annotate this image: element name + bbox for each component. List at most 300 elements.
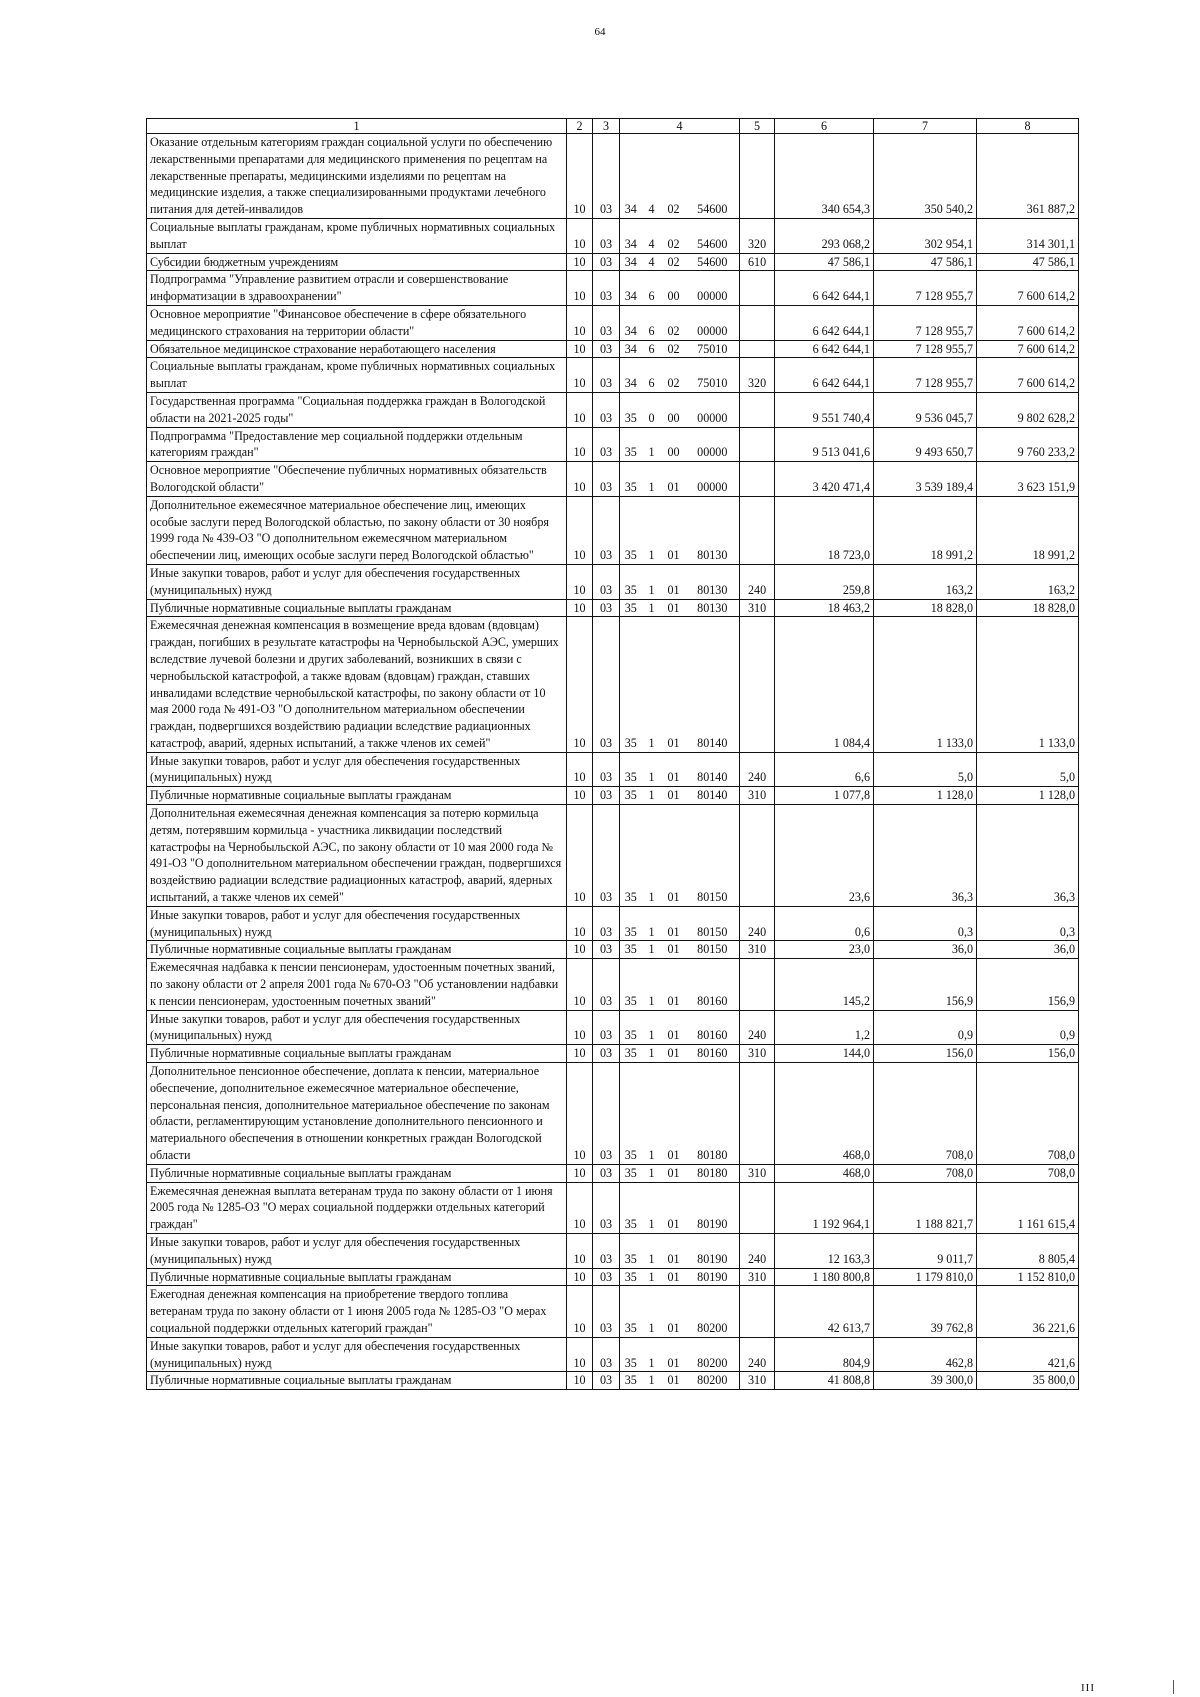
subsection-code: 03 [593,617,620,752]
subsection-code: 03 [593,752,620,787]
expense-type-code: 240 [740,906,775,941]
table-row [147,599,1079,617]
section-code: 10 [567,462,593,497]
subsection-code: 03 [593,305,620,340]
expense-type-code: 320 [740,218,775,253]
amount-year-1: 468,0 [775,1063,874,1165]
amount-year-1: 1 180 800,8 [775,1268,874,1286]
program-code: 35 [620,1010,642,1045]
direction-code: 80200 [686,1337,740,1372]
program-code: 35 [620,1337,642,1372]
direction-code: 80140 [686,787,740,805]
subprogram-code: 1 [642,564,662,599]
amount-year-2: 3 539 189,4 [874,462,977,497]
subsection-code: 03 [593,959,620,1010]
event-code: 00 [662,271,686,306]
row-name: Подпрограмма "Предоставление мер социальной поддержки отдельным категориям граждан" [147,427,567,462]
expense-type-code [740,1286,775,1337]
row-name: Ежемесячная денежная выплата ветеранам труда по закону области от 1 июня 2005 года № 1285-ОЗ "О мерах социальной поддержки отдельных категорий граждан" [147,1182,567,1233]
program-code: 35 [620,1268,642,1286]
amount-year-1: 9 551 740,4 [775,392,874,427]
table-row [147,752,1079,787]
amount-year-2: 7 128 955,7 [874,340,977,358]
event-code: 02 [662,340,686,358]
column-number: 7 [874,119,977,134]
event-code: 01 [662,496,686,564]
amount-year-1: 144,0 [775,1045,874,1063]
amount-year-1: 293 068,2 [775,218,874,253]
table-row [147,1286,1079,1337]
amount-year-2: 350 540,2 [874,134,977,219]
program-code: 35 [620,787,642,805]
amount-year-3: 708,0 [977,1063,1079,1165]
amount-year-1: 23,0 [775,941,874,959]
subsection-code: 03 [593,392,620,427]
amount-year-3: 0,3 [977,906,1079,941]
direction-code: 80190 [686,1234,740,1269]
program-code: 35 [620,906,642,941]
row-name: Дополнительная ежемесячная денежная компенсация за потерю кормильца детям, потерявшим кормильца - участника ликвидации последствий катастрофы на Чернобыльской АЭС, по закону области от 10 мая 2000 года № 491-ОЗ "О дополнительном материальном обеспечении граждан, подвергшихся воздействию радиации вследствие радиационных катастроф, аварий, ядерных испытаний, а также членов их семей" [147,805,567,907]
event-code: 01 [662,462,686,497]
program-code: 35 [620,959,642,1010]
event-code: 01 [662,959,686,1010]
row-name: Ежемесячная денежная компенсация в возмещение вреда вдовам (вдовцам) граждан, погибших в результате катастрофы на Чернобыльской АЭС, умерших вследствие лучевой болезни и других заболеваний, возникших в связи с чернобыльской катастрофой, а также вдовам (вдовцам) граждан, ставших инвалидами вследствие чернобыльской катастрофы, по закону области от 10 мая 2000 года № 491-ОЗ "О дополнительном материальном обеспечении граждан, подвергшихся воздействию радиации вследствие радиационных катастроф, аварий, ядерных испытаний, а также членов их семей" [147,617,567,752]
direction-code: 00000 [686,462,740,497]
event-code: 01 [662,1063,686,1165]
direction-code: 75010 [686,340,740,358]
amount-year-2: 1 128,0 [874,787,977,805]
amount-year-1: 1,2 [775,1010,874,1045]
row-name: Подпрограмма "Управление развитием отрасли и совершенствование информатизации в здравоохранении" [147,271,567,306]
row-name: Публичные нормативные социальные выплаты гражданам [147,1268,567,1286]
event-code: 01 [662,941,686,959]
row-name: Публичные нормативные социальные выплаты гражданам [147,787,567,805]
subprogram-code: 4 [642,253,662,271]
amount-year-3: 361 887,2 [977,134,1079,219]
column-number: 5 [740,119,775,134]
section-code: 10 [567,805,593,907]
subprogram-code: 1 [642,599,662,617]
amount-year-1: 259,8 [775,564,874,599]
row-name: Обязательное медицинское страхование неработающего населения [147,340,567,358]
subsection-code: 03 [593,358,620,393]
expense-type-code [740,134,775,219]
amount-year-1: 18 723,0 [775,496,874,564]
section-code: 10 [567,358,593,393]
amount-year-1: 1 084,4 [775,617,874,752]
program-code: 35 [620,1045,642,1063]
subprogram-code: 1 [642,1286,662,1337]
row-name: Оказание отдельным категориям граждан социальной услуги по обеспечению лекарственными препаратами для медицинского применения по рецептам на лекарственные препараты, медицинскими изделиями по рецептам на медицинские изделия, а также специализированными продуктами лечебного питания для детей-инвалидов [147,134,567,219]
section-code: 10 [567,1268,593,1286]
row-name: Публичные нормативные социальные выплаты гражданам [147,599,567,617]
amount-year-2: 462,8 [874,1337,977,1372]
table-row [147,906,1079,941]
program-code: 35 [620,1063,642,1165]
program-code: 34 [620,340,642,358]
event-code: 01 [662,564,686,599]
amount-year-3: 47 586,1 [977,253,1079,271]
section-code: 10 [567,340,593,358]
row-name: Дополнительное ежемесячное материальное обеспечение лиц, имеющих особые заслуги перед Вологодской областью, по закону области от 30 ноября 1999 года № 439-ОЗ "О дополнительном ежемесячном материальном обеспечении лиц, имеющих особые заслуги перед Вологодской областью" [147,496,567,564]
section-code: 10 [567,1372,593,1390]
direction-code: 00000 [686,305,740,340]
amount-year-3: 1 128,0 [977,787,1079,805]
expense-type-code: 310 [740,1164,775,1182]
amount-year-1: 18 463,2 [775,599,874,617]
direction-code: 80160 [686,959,740,1010]
direction-code: 54600 [686,218,740,253]
row-name: Основное мероприятие "Финансовое обеспечение в сфере обязательного медицинского страхования на территории области" [147,305,567,340]
subprogram-code: 0 [642,392,662,427]
amount-year-1: 42 613,7 [775,1286,874,1337]
amount-year-2: 156,9 [874,959,977,1010]
table-row [147,1268,1079,1286]
amount-year-2: 36,0 [874,941,977,959]
program-code: 35 [620,941,642,959]
amount-year-3: 36,3 [977,805,1079,907]
amount-year-3: 18 828,0 [977,599,1079,617]
section-code: 10 [567,253,593,271]
amount-year-1: 47 586,1 [775,253,874,271]
amount-year-2: 39 300,0 [874,1372,977,1390]
page-number: 64 [594,26,606,38]
column-number: 4 [620,119,740,134]
expense-type-code [740,1182,775,1233]
amount-year-3: 35 800,0 [977,1372,1079,1390]
amount-year-2: 0,9 [874,1010,977,1045]
table-row [147,1234,1079,1269]
section-code: 10 [567,752,593,787]
row-name: Иные закупки товаров, работ и услуг для обеспечения государственных (муниципальных) нужд [147,1234,567,1269]
amount-year-1: 41 808,8 [775,1372,874,1390]
subsection-code: 03 [593,805,620,907]
column-number: 8 [977,119,1079,134]
section-code: 10 [567,305,593,340]
row-name: Иные закупки товаров, работ и услуг для обеспечения государственных (муниципальных) нужд [147,752,567,787]
row-name: Иные закупки товаров, работ и услуг для обеспечения государственных (муниципальных) нужд [147,1010,567,1045]
event-code: 01 [662,1337,686,1372]
section-code: 10 [567,959,593,1010]
event-code: 01 [662,617,686,752]
row-name: Публичные нормативные социальные выплаты гражданам [147,1045,567,1063]
amount-year-3: 1 161 615,4 [977,1182,1079,1233]
expense-type-code [740,427,775,462]
section-code: 10 [567,787,593,805]
amount-year-1: 145,2 [775,959,874,1010]
program-code: 35 [620,1286,642,1337]
direction-code: 80130 [686,496,740,564]
amount-year-2: 163,2 [874,564,977,599]
table-row [147,1182,1079,1233]
amount-year-1: 0,6 [775,906,874,941]
amount-year-3: 1 133,0 [977,617,1079,752]
expense-type-code: 320 [740,358,775,393]
expense-type-code: 240 [740,752,775,787]
table-row [147,787,1079,805]
subsection-code: 03 [593,1182,620,1233]
expense-type-code: 310 [740,787,775,805]
amount-year-2: 47 586,1 [874,253,977,271]
amount-year-3: 18 991,2 [977,496,1079,564]
subsection-code: 03 [593,1010,620,1045]
subprogram-code: 1 [642,906,662,941]
column-number: 2 [567,119,593,134]
amount-year-1: 6 642 644,1 [775,271,874,306]
amount-year-1: 23,6 [775,805,874,907]
row-name: Дополнительное пенсионное обеспечение, доплата к пенсии, материальное обеспечение, дополнительное ежемесячное материальное обеспечение, персональная пенсия, дополнительное материальное обеспечение по законам области, регламентирующим установление дополнительного пенсионного и материального обеспечения в отношении конкретных граждан Вологодской области [147,1063,567,1165]
row-name: Иные закупки товаров, работ и услуг для обеспечения государственных (муниципальных) нужд [147,906,567,941]
expense-type-code: 310 [740,599,775,617]
amount-year-2: 1 133,0 [874,617,977,752]
subprogram-code: 1 [642,1045,662,1063]
section-code: 10 [567,1063,593,1165]
subprogram-code: 1 [642,1063,662,1165]
subprogram-code: 1 [642,1372,662,1390]
direction-code: 00000 [686,392,740,427]
amount-year-3: 9 760 233,2 [977,427,1079,462]
subprogram-code: 1 [642,1164,662,1182]
subprogram-code: 1 [642,1010,662,1045]
amount-year-3: 8 805,4 [977,1234,1079,1269]
expense-type-code: 240 [740,1234,775,1269]
amount-year-2: 7 128 955,7 [874,358,977,393]
subprogram-code: 6 [642,340,662,358]
event-code: 02 [662,358,686,393]
corner-tick [1173,1680,1174,1694]
subprogram-code: 6 [642,358,662,393]
amount-year-3: 7 600 614,2 [977,358,1079,393]
subsection-code: 03 [593,1337,620,1372]
amount-year-1: 6 642 644,1 [775,305,874,340]
column-number: 1 [147,119,567,134]
expense-type-code: 240 [740,1337,775,1372]
table-row [147,1063,1079,1165]
expense-type-code: 310 [740,1372,775,1390]
expense-type-code: 240 [740,564,775,599]
table-row [147,564,1079,599]
program-code: 35 [620,752,642,787]
event-code: 01 [662,906,686,941]
event-code: 01 [662,1182,686,1233]
subsection-code: 03 [593,1268,620,1286]
amount-year-3: 314 301,1 [977,218,1079,253]
row-name: Государственная программа "Социальная поддержка граждан в Вологодской области на 2021-2025 годы" [147,392,567,427]
column-number: 6 [775,119,874,134]
direction-code: 80130 [686,599,740,617]
amount-year-2: 708,0 [874,1063,977,1165]
event-code: 01 [662,1164,686,1182]
program-code: 35 [620,1234,642,1269]
amount-year-2: 1 188 821,7 [874,1182,977,1233]
amount-year-2: 0,3 [874,906,977,941]
amount-year-3: 708,0 [977,1164,1079,1182]
row-name: Ежемесячная надбавка к пенсии пенсионерам, удостоенным почетных званий, по закону области от 2 апреля 2001 года № 670-ОЗ "Об установлении надбавки к пенсии пенсионерам, удостоенным почетных званий" [147,959,567,1010]
expense-type-code [740,305,775,340]
program-code: 35 [620,1164,642,1182]
expense-type-code: 610 [740,253,775,271]
program-code: 34 [620,358,642,393]
program-code: 35 [620,427,642,462]
table-row [147,340,1079,358]
event-code: 01 [662,1234,686,1269]
table-row [147,617,1079,752]
event-code: 01 [662,1286,686,1337]
direction-code: 54600 [686,253,740,271]
event-code: 01 [662,787,686,805]
table-row [147,1164,1079,1182]
subsection-code: 03 [593,340,620,358]
subprogram-code: 6 [642,271,662,306]
section-code: 10 [567,271,593,306]
amount-year-3: 156,0 [977,1045,1079,1063]
expense-type-code [740,340,775,358]
amount-year-2: 9 536 045,7 [874,392,977,427]
subprogram-code: 1 [642,787,662,805]
section-code: 10 [567,1182,593,1233]
section-code: 10 [567,906,593,941]
expense-type-code [740,1063,775,1165]
amount-year-2: 708,0 [874,1164,977,1182]
direction-code: 80200 [686,1372,740,1390]
expense-type-code [740,805,775,907]
expense-type-code [740,271,775,306]
subsection-code: 03 [593,564,620,599]
amount-year-2: 36,3 [874,805,977,907]
amount-year-3: 7 600 614,2 [977,271,1079,306]
direction-code: 80140 [686,617,740,752]
event-code: 01 [662,1268,686,1286]
subsection-code: 03 [593,1045,620,1063]
direction-code: 80190 [686,1182,740,1233]
table-row [147,941,1079,959]
subprogram-code: 1 [642,1268,662,1286]
expense-type-code [740,959,775,1010]
section-code: 10 [567,941,593,959]
amount-year-2: 18 991,2 [874,496,977,564]
section-code: 10 [567,1045,593,1063]
amount-year-2: 39 762,8 [874,1286,977,1337]
expense-type-code: 240 [740,1010,775,1045]
subsection-code: 03 [593,787,620,805]
direction-code: 80190 [686,1268,740,1286]
program-code: 35 [620,1372,642,1390]
table-row [147,1337,1079,1372]
event-code: 00 [662,392,686,427]
subsection-code: 03 [593,271,620,306]
corner-mark: III [1081,1682,1095,1694]
subsection-code: 03 [593,218,620,253]
subsection-code: 03 [593,496,620,564]
column-number: 3 [593,119,620,134]
event-code: 01 [662,1372,686,1390]
program-code: 34 [620,218,642,253]
budget-table [146,118,1079,1390]
row-name: Ежегодная денежная компенсация на приобретение твердого топлива ветеранам труда по закону области от 1 июня 2005 года № 1285-ОЗ "О мерах социальной поддержки отдельных категорий граждан" [147,1286,567,1337]
section-code: 10 [567,496,593,564]
program-code: 35 [620,1182,642,1233]
amount-year-1: 6,6 [775,752,874,787]
program-code: 34 [620,134,642,219]
subprogram-code: 1 [642,805,662,907]
table-row [147,218,1079,253]
subsection-code: 03 [593,1164,620,1182]
row-name: Иные закупки товаров, работ и услуг для обеспечения государственных (муниципальных) нужд [147,564,567,599]
section-code: 10 [567,1010,593,1045]
table-row [147,1010,1079,1045]
expense-type-code [740,462,775,497]
amount-year-3: 7 600 614,2 [977,305,1079,340]
amount-year-1: 6 642 644,1 [775,340,874,358]
amount-year-3: 156,9 [977,959,1079,1010]
table-row [147,271,1079,306]
direction-code: 54600 [686,134,740,219]
expense-type-code: 310 [740,1045,775,1063]
program-code: 35 [620,805,642,907]
amount-year-2: 7 128 955,7 [874,305,977,340]
amount-year-3: 36 221,6 [977,1286,1079,1337]
program-code: 35 [620,617,642,752]
amount-year-3: 5,0 [977,752,1079,787]
program-code: 34 [620,271,642,306]
direction-code: 00000 [686,271,740,306]
direction-code: 75010 [686,358,740,393]
expense-type-code: 310 [740,941,775,959]
table-row [147,358,1079,393]
subprogram-code: 1 [642,462,662,497]
table-row [147,496,1079,564]
expense-type-code [740,496,775,564]
expense-type-code: 310 [740,1268,775,1286]
table-row [147,392,1079,427]
subsection-code: 03 [593,599,620,617]
subsection-code: 03 [593,941,620,959]
program-code: 35 [620,462,642,497]
direction-code: 80160 [686,1010,740,1045]
subsection-code: 03 [593,253,620,271]
amount-year-1: 12 163,3 [775,1234,874,1269]
section-code: 10 [567,1164,593,1182]
event-code: 00 [662,427,686,462]
program-code: 35 [620,564,642,599]
event-code: 02 [662,253,686,271]
subprogram-code: 1 [642,1182,662,1233]
table-row [147,1372,1079,1390]
row-name: Публичные нормативные социальные выплаты гражданам [147,941,567,959]
row-name: Основное мероприятие "Обеспечение публичных нормативных обязательств Вологодской области" [147,462,567,497]
subprogram-code: 1 [642,752,662,787]
subprogram-code: 1 [642,496,662,564]
program-code: 35 [620,392,642,427]
amount-year-1: 3 420 471,4 [775,462,874,497]
amount-year-2: 18 828,0 [874,599,977,617]
subprogram-code: 1 [642,1234,662,1269]
subsection-code: 03 [593,427,620,462]
event-code: 01 [662,805,686,907]
subsection-code: 03 [593,1063,620,1165]
row-name: Социальные выплаты гражданам, кроме публичных нормативных социальных выплат [147,218,567,253]
subprogram-code: 1 [642,617,662,752]
direction-code: 80150 [686,906,740,941]
amount-year-3: 163,2 [977,564,1079,599]
subsection-code: 03 [593,462,620,497]
subprogram-code: 4 [642,134,662,219]
subprogram-code: 1 [642,1337,662,1372]
subsection-code: 03 [593,906,620,941]
program-code: 35 [620,496,642,564]
subsection-code: 03 [593,134,620,219]
amount-year-2: 9 011,7 [874,1234,977,1269]
